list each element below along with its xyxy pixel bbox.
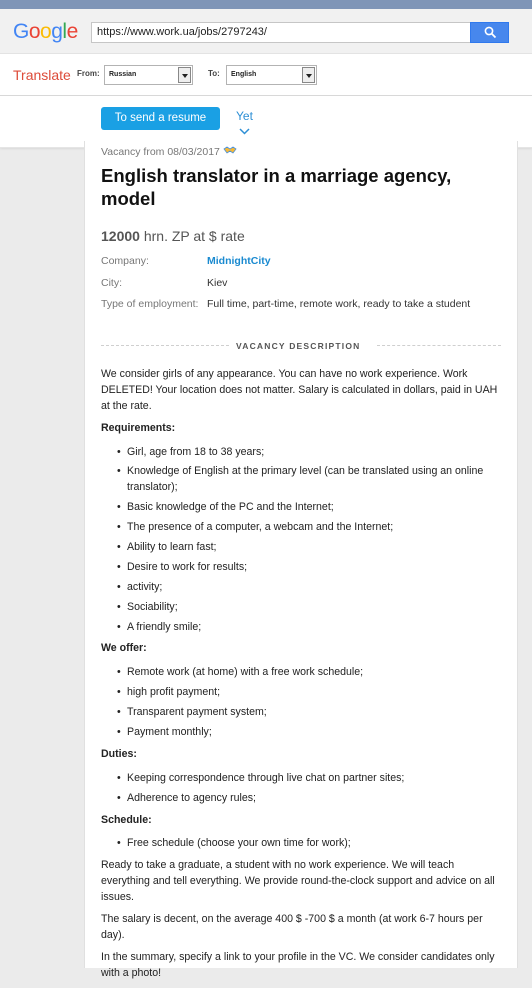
section-heading: VACANCY DESCRIPTION	[236, 341, 361, 351]
schedule-list	[101, 836, 499, 852]
to-language-value: English	[231, 71, 257, 78]
city-label: City:	[101, 277, 122, 289]
list-item: • Sociability;	[101, 600, 499, 616]
google-header	[0, 9, 532, 54]
section-divider	[101, 340, 501, 351]
from-language-select[interactable]	[104, 65, 193, 85]
list-item: • Knowledge of English at the primary level (can be translated using an online translator);	[101, 464, 499, 496]
list-item: • Payment monthly;	[101, 725, 499, 741]
divider-line	[101, 345, 229, 346]
salary-amount: 12000	[101, 228, 140, 244]
salary	[101, 226, 245, 247]
schedule-heading: Schedule:	[101, 813, 152, 826]
company-link[interactable]: MidnightCity	[207, 255, 271, 267]
company-label: Company:	[101, 255, 149, 267]
intro-paragraph: We consider girls of any appearance. You can have no work experience. Work DELETED! Your location does not matter. Salary is calculated in dollars, paid in UAH at the rate.	[101, 368, 498, 412]
to-language-select[interactable]	[226, 65, 317, 85]
chevron-down-icon	[178, 67, 191, 83]
requirements-heading: Requirements:	[101, 421, 176, 434]
vacancy-title: English translator in a marriage agency, model	[101, 165, 452, 209]
list-item: • Transparent payment system;	[101, 705, 499, 721]
search-button[interactable]	[470, 22, 509, 43]
list-item: • A friendly smile;	[101, 620, 499, 636]
duties-list	[101, 771, 499, 807]
to-label: To:	[208, 69, 220, 78]
list-item: • Free schedule (choose your own time for work);	[101, 836, 499, 852]
list-item: • activity;	[101, 580, 499, 596]
chevron-down-icon[interactable]	[239, 128, 250, 135]
list-item: • Keeping correspondence through live chat on partner sites;	[101, 771, 499, 787]
translate-label: Translate	[13, 67, 71, 83]
google-logo[interactable]: Google	[13, 20, 78, 43]
chevron-down-icon	[302, 67, 315, 83]
list-item: • Ability to learn fast;	[101, 540, 499, 556]
offer-list	[101, 665, 499, 741]
list-item: • Basic knowledge of the PC and the Internet;	[101, 500, 499, 516]
list-item: • Desire to work for results;	[101, 560, 499, 576]
requirements-list	[101, 445, 499, 636]
search-icon	[484, 26, 497, 39]
duties-heading: Duties:	[101, 747, 137, 760]
list-item: • The presence of a computer, a webcam and the Internet;	[101, 520, 499, 536]
city-value: Kiev	[207, 277, 228, 289]
from-label: From:	[77, 69, 100, 78]
from-language-value: Russian	[109, 71, 137, 78]
summary-paragraph: In the summary, specify a link to your profile in the VC. We consider candidates only with a photo!	[101, 950, 495, 979]
url-input[interactable]: https://www.work.ua/jobs/2797243/	[91, 22, 471, 43]
browser-top-strip	[0, 0, 532, 9]
employment-label: Type of employment:	[101, 298, 199, 310]
list-item: • Remote work (at home) with a free work schedule;	[101, 665, 499, 681]
list-item: • Adherence to agency rules;	[101, 791, 499, 807]
list-item: • Girl, age from 18 to 38 years;	[101, 445, 499, 461]
list-item: • high profit payment;	[101, 685, 499, 701]
salary-paragraph: The salary is decent, on the average 400 $ -700 $ a month (at work 6-7 hours per day).	[101, 913, 483, 941]
send-resume-button[interactable]: To send a resume	[101, 107, 220, 130]
employment-value: Full time, part-time, remote work, ready to take a student	[207, 298, 471, 310]
offer-heading: We offer:	[101, 642, 147, 655]
handshake-icon	[223, 145, 237, 161]
graduate-paragraph: Ready to take a graduate, a student with no work experience. We will teach everything and tell everything. We provide round-the-clock support and advice on all issues.	[101, 859, 495, 904]
vacancy-date-text: Vacancy from 08/03/2017	[101, 146, 220, 158]
yet-link[interactable]: Yet	[236, 109, 253, 123]
divider-line	[377, 345, 501, 346]
vacancy-description	[101, 367, 499, 988]
translate-bar	[0, 54, 532, 96]
salary-text: hrn. ZP at $ rate	[143, 228, 245, 244]
vacancy-date	[101, 145, 237, 161]
